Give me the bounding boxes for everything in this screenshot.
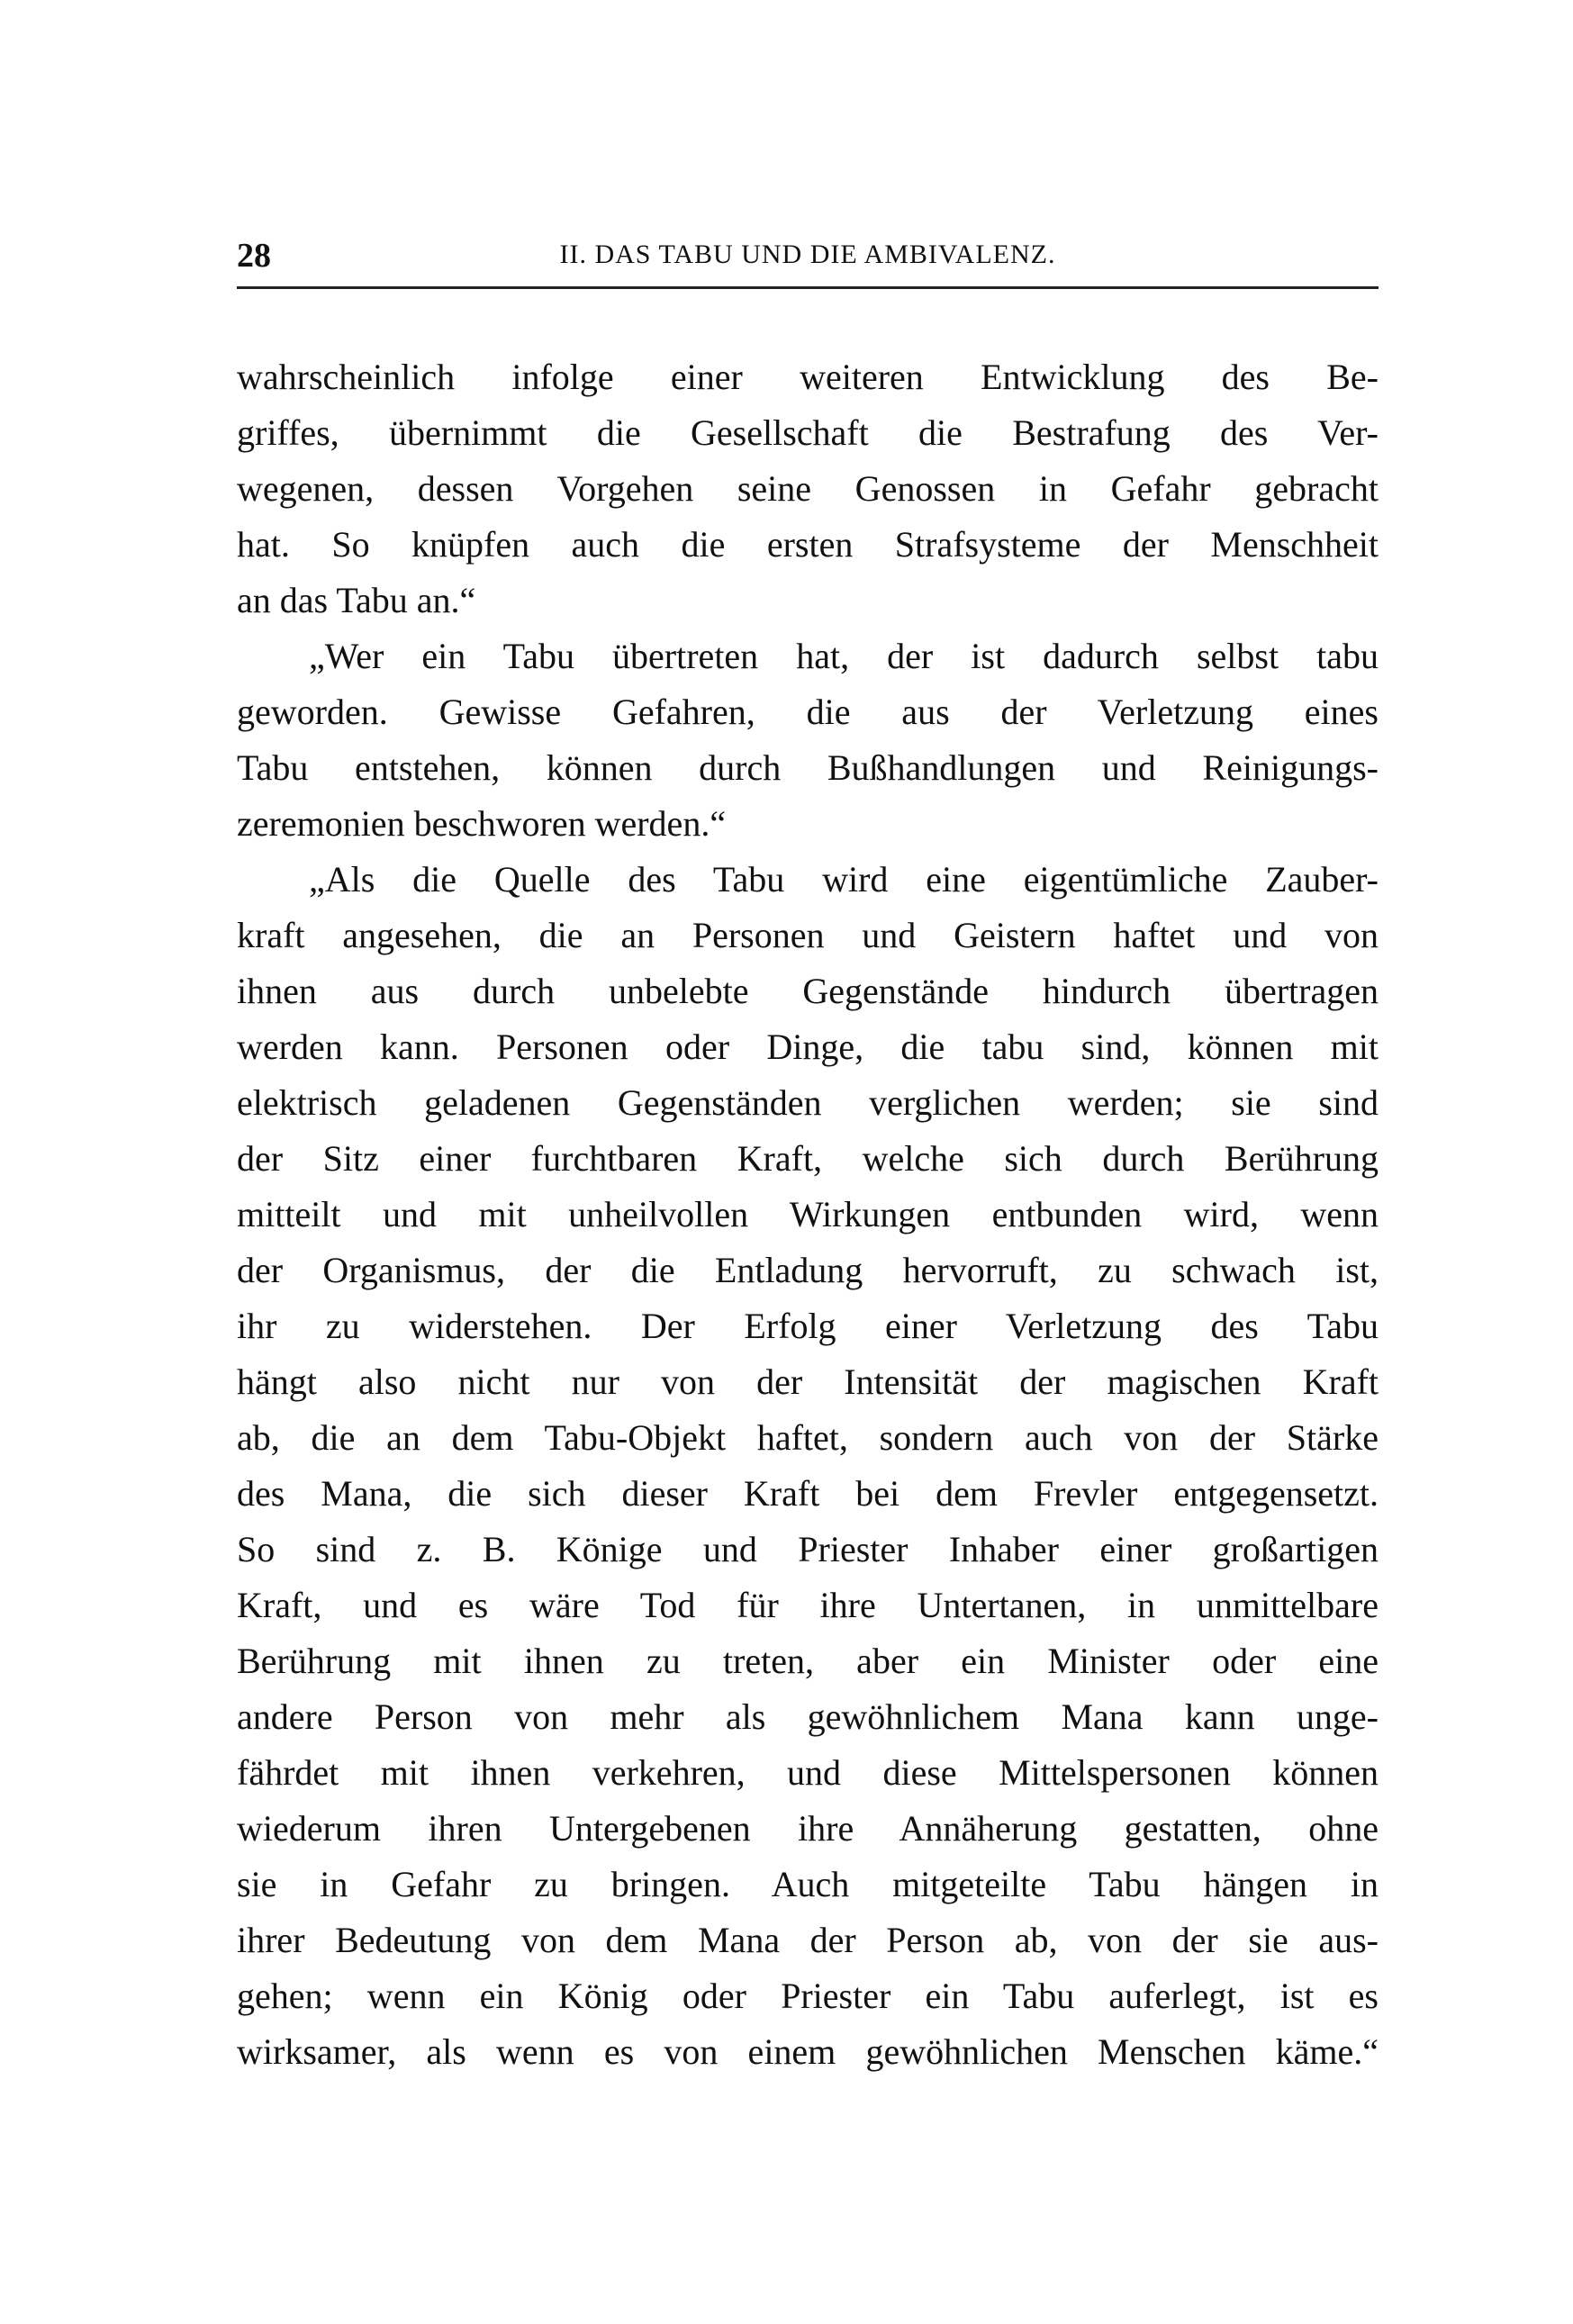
text-line: wiederum ihren Untergebenen ihre Annäherung gestatten, ohne [237, 1808, 1379, 1849]
text-line: „Als die Quelle des Tabu wird eine eigentümliche Zauber- [309, 859, 1379, 900]
text-line: Tabu entstehen, können durch Bußhandlungen und Reinigungs- [237, 747, 1379, 788]
text-line: kraft angesehen, die an Personen und Geistern haftet und von [237, 915, 1379, 955]
text-line: hat. So knüpfen auch die ersten Strafsysteme der Menschheit [237, 524, 1379, 565]
text-line: werden kann. Personen oder Dinge, die tabu sind, können mit [237, 1026, 1379, 1067]
text-line: mitteilt und mit unheilvollen Wirkungen entbunden wird, wenn [237, 1194, 1379, 1234]
text-line: ihnen aus durch unbelebte Gegenstände hindurch übertragen [237, 971, 1379, 1011]
text-line: „Wer ein Tabu übertreten hat, der ist dadurch selbst tabu [309, 636, 1379, 676]
text-line: zeremonien beschworen werden.“ [237, 803, 727, 844]
text-line: fährdet mit ihnen verkehren, und diese Mittelspersonen können [237, 1752, 1379, 1793]
text-line: wahrscheinlich infolge einer weiteren Entwicklung des Be- [237, 357, 1379, 397]
text-line: sie in Gefahr zu bringen. Auch mitgeteilte Tabu hängen in [237, 1864, 1379, 1904]
text-line: Berührung mit ihnen zu treten, aber ein Minister oder eine [237, 1641, 1379, 1681]
text-line: griffes, übernimmt die Gesellschaft die Bestrafung des Ver- [237, 412, 1379, 453]
body-text [237, 349, 1379, 2080]
text-line: ab, die an dem Tabu-Objekt haftet, sondern auch von der Stärke [237, 1417, 1379, 1458]
text-line: elektrisch geladenen Gegenständen verglichen werden; sie sind [237, 1082, 1379, 1123]
text-line: der Organismus, der die Entladung hervorruft, zu schwach ist, [237, 1250, 1379, 1290]
text-line: ihr zu widerstehen. Der Erfolg einer Verletzung des Tabu [237, 1306, 1379, 1346]
text-line: andere Person von mehr als gewöhnlichem Mana kann unge- [237, 1696, 1379, 1737]
text-line: ihrer Bedeutung von dem Mana der Person ab, von der sie aus- [237, 1920, 1379, 1960]
header-rule [237, 286, 1379, 289]
text-line: wirksamer, als wenn es von einem gewöhnlichen Menschen käme.“ [237, 2031, 1379, 2072]
text-line: der Sitz einer furchtbaren Kraft, welche sich durch Berührung [237, 1138, 1379, 1179]
page-header [237, 236, 1379, 275]
running-title: II. DAS TABU UND DIE AMBIVALENZ. [559, 240, 1056, 269]
text-line: hängt also nicht nur von der Intensität der magischen Kraft [237, 1361, 1379, 1402]
text-line: Kraft, und es wäre Tod für ihre Untertanen, in unmittelbare [237, 1585, 1379, 1625]
text-line: So sind z. B. Könige und Priester Inhaber einer großartigen [237, 1529, 1379, 1569]
text-line: gehen; wenn ein König oder Priester ein Tabu auferlegt, ist es [237, 1976, 1379, 2016]
text-line: geworden. Gewisse Gefahren, die aus der Verletzung eines [237, 692, 1379, 732]
text-line: wegenen, dessen Vorgehen seine Genossen in Gefahr gebracht [237, 468, 1379, 509]
page-number: 28 [237, 237, 271, 275]
text-line: an das Tabu an.“ [237, 580, 476, 620]
text-line: des Mana, die sich dieser Kraft bei dem Frevler entgegensetzt. [237, 1473, 1379, 1514]
